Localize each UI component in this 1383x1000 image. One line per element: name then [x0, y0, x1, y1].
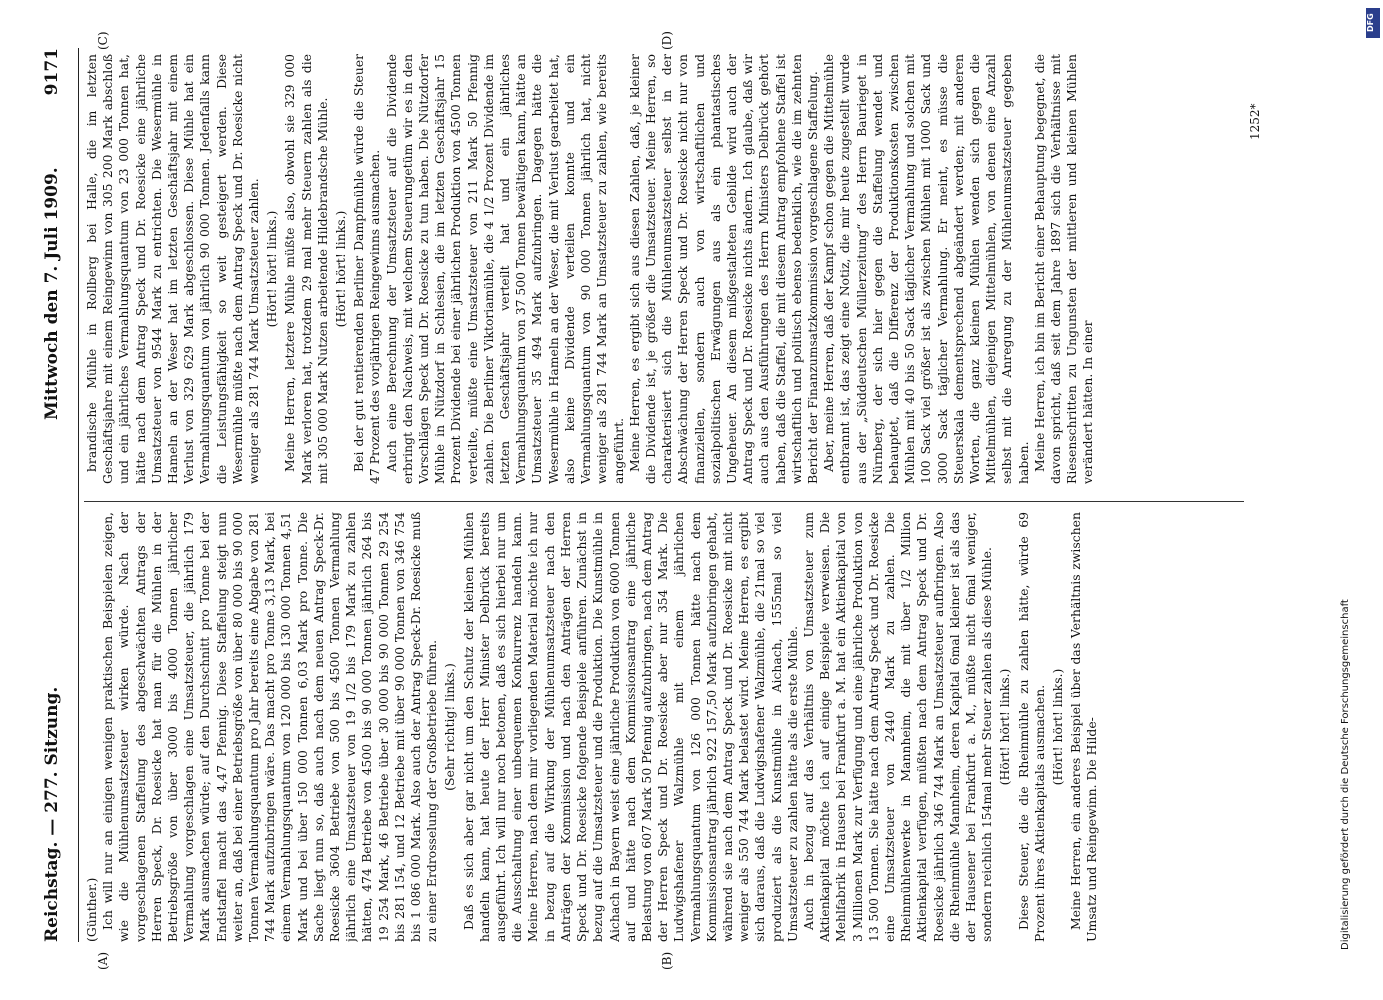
- paragraph: Auch in bezug auf das Verhältnis von Umsatzsteuer zum Aktienkapital möchte ich auf einige Beispiele verweisen. Die Mehlfabrik in Hausen bei Frankfurt a. M. hat ein Aktienkapital von 3 Millionen Mark zur Verfügung und eine jährliche Produktion von 13 500 Tonnen. Sie hätte nach dem Antrag Speck und Dr. Roesicke eine Umsatzsteuer von 2440 Mark zu zahlen. Die Rheinmühlenwerke in Mannheim, die mit über 1/2 Million Aktienkapital verfügen, müßten nach dem Antrag Speck und Dr. Roesicke jährlich 346 744 Mark an Umsatzsteuer aufbringen. Also die Rheinmühle Mannheim, deren Kapital 6mal kleiner ist als das der Hausener bei Frankfurt a. M., müßte nicht 6mal weniger, sondern reichlich 154mal mehr Steuer zahlen als diese Mühle.: [800, 512, 995, 942]
- margin-mark-a: (A): [96, 951, 110, 970]
- paragraph: Diese Steuer, die die Rheinmühle zu zahlen hätte, würde 69 Prozent ihres Aktienkapitals ausmachen.: [1015, 512, 1047, 942]
- paragraph: Meine Herren, ich bin im Bericht einer Behauptung begegnet, die davon spricht, daß seit dem Jahre 1897 sich die Verhältnisse mit Riesenschritten zu Ungunsten der mittleren und kleinen Mühlen verändert hätten. In einer: [1031, 54, 1096, 484]
- column-divider: [84, 501, 1244, 502]
- credit-line: Digitalisierung gefördert durch die Deutsche Forschungsgemeinschaft: [1340, 599, 1351, 950]
- paragraph: brandische Mühle in Rollberg bei Halle, die im letzten Geschäftsjahre mit einem Reingewinn von 305 200 Mark abschloß und ein jährliches Vermahlungsquantum von 23 000 Tonnen hat, hätte nach dem Antrag Speck und Dr. Roesicke eine jährliche Umsatzsteuer von 9544 Mark zu entrichten. Die Wesermühle in Hameln an der Weser hat im letzten Geschäftsjahr mit einem Verlust von 329 629 Mark abgeschlossen. Diese Mühle hat ein Vermahlungsquantum von jährlich 90 000 Tonnen. Jedenfalls kann die Leistungsfähigkeit so weit gesteigert werden. Diese Wesermühle müßte nach dem Antrag Speck und Dr. Roesicke nicht weniger als 281 744 Mark Umsatzsteuer zahlen.: [84, 54, 262, 484]
- margin-mark-c: (C): [96, 31, 110, 50]
- text-column-right: [84, 54, 1244, 484]
- margin-mark-b: (B): [660, 951, 674, 970]
- running-head-left: Reichstag. — 277. Sitzung.: [42, 686, 62, 942]
- paragraph: Meine Herren, letztere Mühle müßte also, obwohl sie 329 000 Mark verloren hat, trotzdem 29 mal mehr Steuern zahlen als die mit 305 000 Mark Nutzen arbeitende Hildebrandsche Mühle.: [282, 54, 330, 484]
- interjection: (Hört! hört! links.): [997, 668, 1013, 786]
- margin-mark-d: (D): [660, 31, 674, 50]
- paragraph: Meine Herren, es ergibt sich aus diesen Zahlen, daß, je kleiner die Dividende ist, je größer die Umsatzsteuer. Meine Herren, so charakterisiert sich die Mühlenumsatzsteuer selbst in der Abschwächung der Herren Speck und Dr. Roesicke nicht nur von finanziellen, sondern auch von wirtschaftlichen und sozialpolitischen Erwägungen aus als ein phantastisches Ungeheuer. An diesem mißgestalteten Gebilde wird auch der Antrag Speck und Dr. Roesicke nichts ändern. Ich glaube, daß wir auch aus den Ausführungen des Herrn Ministers Delbrück gehört haben, daß die Staffel, die mit diesem Antrag empfohlene Staffel ist wirtschaftlich und politisch ebenso bedenklich, wie die im zehnten Bericht der Finanzumsatzkommission vorgeschlagene Staffelung.: [626, 54, 820, 484]
- paragraph: Auch eine Berechnung der Umsatzsteuer auf die Dividende erbringt den Nachweis, mit welchem Steuerungetüm wir es in den Vorschlägen Speck und Dr. Roesicke zu tun haben. Die Nützdorfer Mühle in Nützdorf in Schlesien, die im letzten Geschäftsjahr 15 Prozent Dividende bei einer jährlichen Produktion von 4500 Tonnen verteilte, müßte eine Umsatzsteuer von 211 Mark 50 Pfennig zahlen. Die Berliner Viktoriamühle, die 4 1/2 Prozent Dividende im letzten Geschäftsjahr verteilt hat und ein jährliches Vermahlungsquantum von 37 500 Tonnen bewältigen kann, hätte an Umsatzsteuer 35 494 Mark aufzubringen. Dagegen hätte die Wesermühle in Hameln an der Weser, die mit Verlust gearbeitet hat, also keine Dividende verteilen konnte und ein Vermahlungsquantum von 90 000 Tonnen jährlich hat, nicht weniger als 281 744 Mark an Umsatzsteuer zu zahlen, wie bereits angeführt.: [383, 54, 626, 484]
- paragraph: Daß es sich aber gar nicht um den Schutz der kleinen Mühlen handeln kann, hat heute der Herr Minister Delbrück bereits ausgeführt. Ich will nur noch betonen, daß es sich hierbei nur um die Ausschaltung einer unbequemen Konkurrenz handeln kann. Meine Herren, nach dem mir vorliegenden Material möchte ich nur in bezug auf die Wirkung der Mühlenumsatzsteuer nach den Anträgen der Kommission und nach den Anträgen der Herren Speck und Dr. Roesicke folgende Beispiele anführen. Zunächst in bezug auf die Umsatzsteuer und die Produktion. Die Kunstmühle in Aichach in Bayern weist eine jährliche Produktion von 6000 Tonnen auf und hätte nach dem Kommissionsantrag eine jährliche Belastung von 607 Mark 50 Pfennig aufzubringen, nach dem Antrag der Herren Speck und Dr. Roesicke aber nur 354 Mark. Die Ludwigshafener Walzmühle mit einem jährlichen Vermahlungsquantum von 126 000 Tonnen hätte nach dem Kommissionsantrag jährlich 922 157,50 Mark aufzubringen gehabt, während sie nach dem Antrag Speck und Dr. Roesicke mit nicht weniger als 550 744 Mark belastet wird. Meine Herren, es ergibt sich daraus, daß die Ludwigshafener Walzmühle, die 21mal so viel produziert als die Kunstmühle in Aichach, 1555mal so viel Umsatzsteuer zu zahlen hätte als die erste Mühle.: [460, 512, 800, 942]
- running-head-center: Mittwoch den 7. Juli 1909.: [42, 167, 62, 420]
- speaker-name: (Günther.): [84, 877, 99, 942]
- paragraph: Ich will nur an einigen wenigen praktischen Beispielen zeigen, wie die Mühlenumsatzsteuer wirken würde. Nach der vorgeschlagenen Staffelung des abgeschwächten Antrags der Herren Speck, Dr. Roesicke hat man für die Mühlen in der Betriebsgröße von über 3000 bis 4000 Tonnen jährlicher Vermahlung vorgeschlagen eine Umsatzsteuer, die jährlich 179 Mark ausmachen würde; auf den Durchschnitt pro Tonne bei der Endstaffel macht das 4,47 Pfennig. Diese Staffelung steigt nun weiter an, daß bei einer Betriebsgröße von über 80 000 bis 90 000 Tonnen Vermahlungsquantum pro Jahr bereits eine Abgabe von 281 744 Mark aufzubringen wäre. Das macht pro Tonne 3,13 Mark, bei einem Vermahlungsquantum von 120 000 bis 130 000 Tonnen 4,51 Mark und bei über 150 000 Tonnen 6,03 Mark pro Tonne. Die Sache liegt nun so, daß auch nach dem neuen Antrag Speck-Dr. Roesicke 3604 Betriebe von 500 bis 4500 Tonnen Vermahlung jährlich eine Umsatzsteuer von 19 1/2 bis 179 Mark zu zahlen hätten, 474 Betriebe von 4500 bis 90 000 Tonnen jährlich 264 bis 19 254 Mark, 46 Betriebe über 30 000 bis 90 000 Tonnen 29 254 bis 281 154, und 12 Betriebe mit über 90 000 Tonnen von 346 754 bis 1 086 000 Mark. Also auch der Antrag Speck-Dr. Roesicke muß zu einer Erdrosselung der Großbetriebe führen.: [100, 512, 440, 942]
- header-rule: [78, 48, 79, 942]
- paragraph: Bei der gut rentierenden Berliner Dampfmühle würde die Steuer 47 Prozent des vorjährigen Reingewinns ausmachen.: [351, 54, 383, 484]
- dfg-logo: DFG: [1366, 8, 1380, 38]
- paragraph: Aber, meine Herren, daß der Kampf schon gegen die Mittelmühle entbrannt ist, das zeigt eine Notiz, die mir heute zugestellt wurde aus der „Süddeutschen Müllerzeitung“ des Herrn Baurieget in Nürnberg, der sich hier gegen die Staffelung wendet und behauptet, daß die Differenz der Produktionskosten zwischen Mühlen mit 40 bis 50 Sack täglicher Vermahlung und solchen mit 100 Sack viel größer ist als zwischen Mühlen mit 1000 Sack und 3000 Sack täglicher Vermahlung. Er meint, es müsse die Steuerskala dementsprechend abgeändert werden; mit anderen Worten, die ganz kleinen Mühlen wenden sich gegen die Mittelmühlen, diejenigen Mittelmühlen, von denen eine Anzahl selbst mit die Anregung zu der Mühlenumsatzsteuer gegeben haben.: [821, 54, 1031, 484]
- signature-mark: 1252*: [1248, 103, 1262, 140]
- interjection: (Hört! hört! links.): [333, 210, 349, 328]
- page-number: 9171: [42, 48, 62, 96]
- text-column-left: [84, 512, 1244, 942]
- paragraph: Meine Herren, ein anderes Beispiel über das Verhältnis zwischen Umsatz und Reingewinn. Die Hilde-: [1068, 512, 1100, 942]
- interjection: (Hört! hört! links.): [1049, 668, 1065, 786]
- interjection: (Hört! hört! links.): [264, 210, 280, 328]
- running-head: [42, 40, 70, 960]
- interjection: (Sehr richtig! links.): [442, 663, 458, 791]
